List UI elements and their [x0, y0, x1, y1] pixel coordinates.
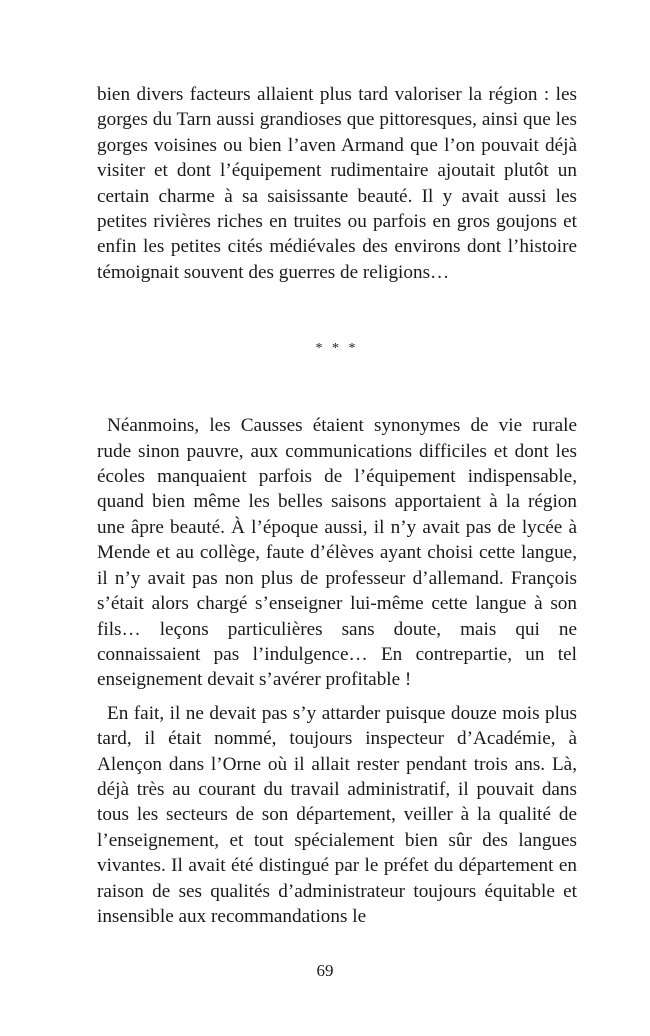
- section-separator: * * *: [315, 341, 359, 357]
- paragraph-causses: Néanmoins, les Causses étaient synonymes de vie rurale rude sinon pauvre, aux communications difficiles et dont les écoles manquaient parfois de l’équipement indispensable, quand bien même les belles saisons apportaient à la région une âpre beauté. À l’époque aussi, il n’y avait pas de lycée à Mende et au collège, faute d’élèves ayant choisi cette langue, il n’y avait pas non plus de professeur d’allemand. François s’était alors chargé s’enseigner lui-même cette langue à son fils… leçons particulières sans doute, mais qui ne connaissaient pas l’indulgence… En contrepartie, un tel enseignement devait s’avérer profitable !: [97, 415, 577, 691]
- paragraph-continuation: bien divers facteurs allaient plus tard valoriser la région : les gorges du Tarn aussi grandioses que pittoresques, ainsi que les gorges voisines ou bien l’aven Armand que l’on pouvait déjà visiter et dont l’équipement rudimentaire ajoutait plutôt un certain charme à sa saisissante beauté. Il y avait aussi les petites rivières riches en truites ou parfois en gros goujons et enfin les petites cités médiévales des environs dont l’histoire témoignait souvent des guerres de religions…: [97, 84, 577, 283]
- page-body: [97, 82, 577, 929]
- paragraph-alencon: En fait, il ne devait pas s’y attarder puisque douze mois plus tard, il était nommé, toujours inspecteur d’Académie, à Alençon dans l’Orne où il allait rester pendant trois ans. Là, déjà très au courant du travail administratif, il pouvait dans tous les secteurs de son département, veiller à la qualité de l’enseignement, et tout spécialement bien sûr des langues vivantes. Il avait été distingué par le préfet du département en raison de ses qualités d’administrateur toujours équitable et insensible aux recommandations le: [97, 702, 577, 927]
- page-number: 69: [316, 961, 334, 980]
